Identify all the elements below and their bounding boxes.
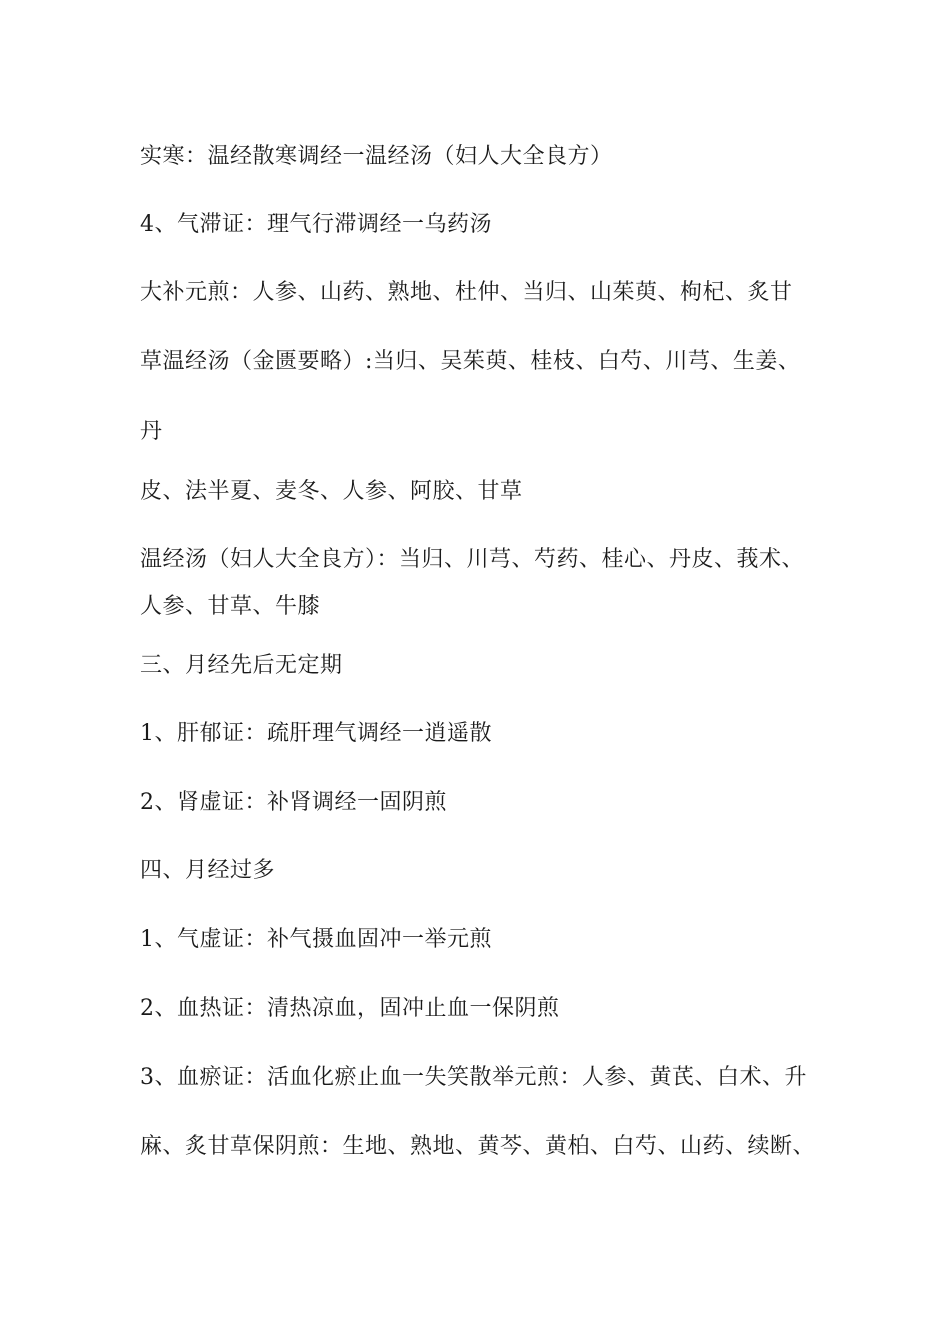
text-line-liver-depression: 1、肝郁证：疏肝理气调经一逍遥散 xyxy=(140,721,492,746)
text-line-kidney-deficiency: 2、肾虚证：补肾调经一固阴煎 xyxy=(140,790,447,815)
text-line-wenjing-jingui-cont: 皮、法半夏、麦冬、人参、阿胶、甘草 xyxy=(140,479,523,504)
text-line-blood-stasis: 3、血瘀证：活血化瘀止血一失笑散举元煎：人参、黄芪、白术、升 xyxy=(140,1065,807,1090)
text-line-wrap-dan: 丹 xyxy=(140,419,163,444)
section-heading-irregular-cycle: 三、月经先后无定期 xyxy=(140,653,343,678)
text-line-wenjing-furen: 温经汤（妇人大全良方）：当归、川芎、芍药、桂心、丹皮、莪术、 xyxy=(140,547,805,572)
text-line-warming-meridian: 实寒：温经散寒调经一温经汤（妇人大全良方） xyxy=(140,144,613,169)
text-line-wenjing-jingui: 草温经汤（金匮要略）:当归、吴茱萸、桂枝、白芍、川芎、生姜、 xyxy=(140,349,801,374)
text-line-qi-stagnation: 4、气滞证：理气行滞调经一乌药汤 xyxy=(140,212,492,237)
text-line-qi-deficiency: 1、气虚证：补气摄血固冲一举元煎 xyxy=(140,927,492,952)
text-line-blood-heat: 2、血热证：清热凉血，固冲止血一保阴煎 xyxy=(140,996,560,1021)
section-heading-heavy-menses: 四、月经过多 xyxy=(140,858,276,883)
text-line-baoyin-formula: 麻、炙甘草保阴煎：生地、熟地、黄芩、黄柏、白芍、山药、续断、 xyxy=(140,1134,816,1159)
text-line-dabuyuan-formula: 大补元煎：人参、山药、熟地、杜仲、当归、山茱萸、枸杞、炙甘 xyxy=(140,280,793,305)
text-line-wenjing-furen-cont: 人参、甘草、牛膝 xyxy=(140,594,321,619)
